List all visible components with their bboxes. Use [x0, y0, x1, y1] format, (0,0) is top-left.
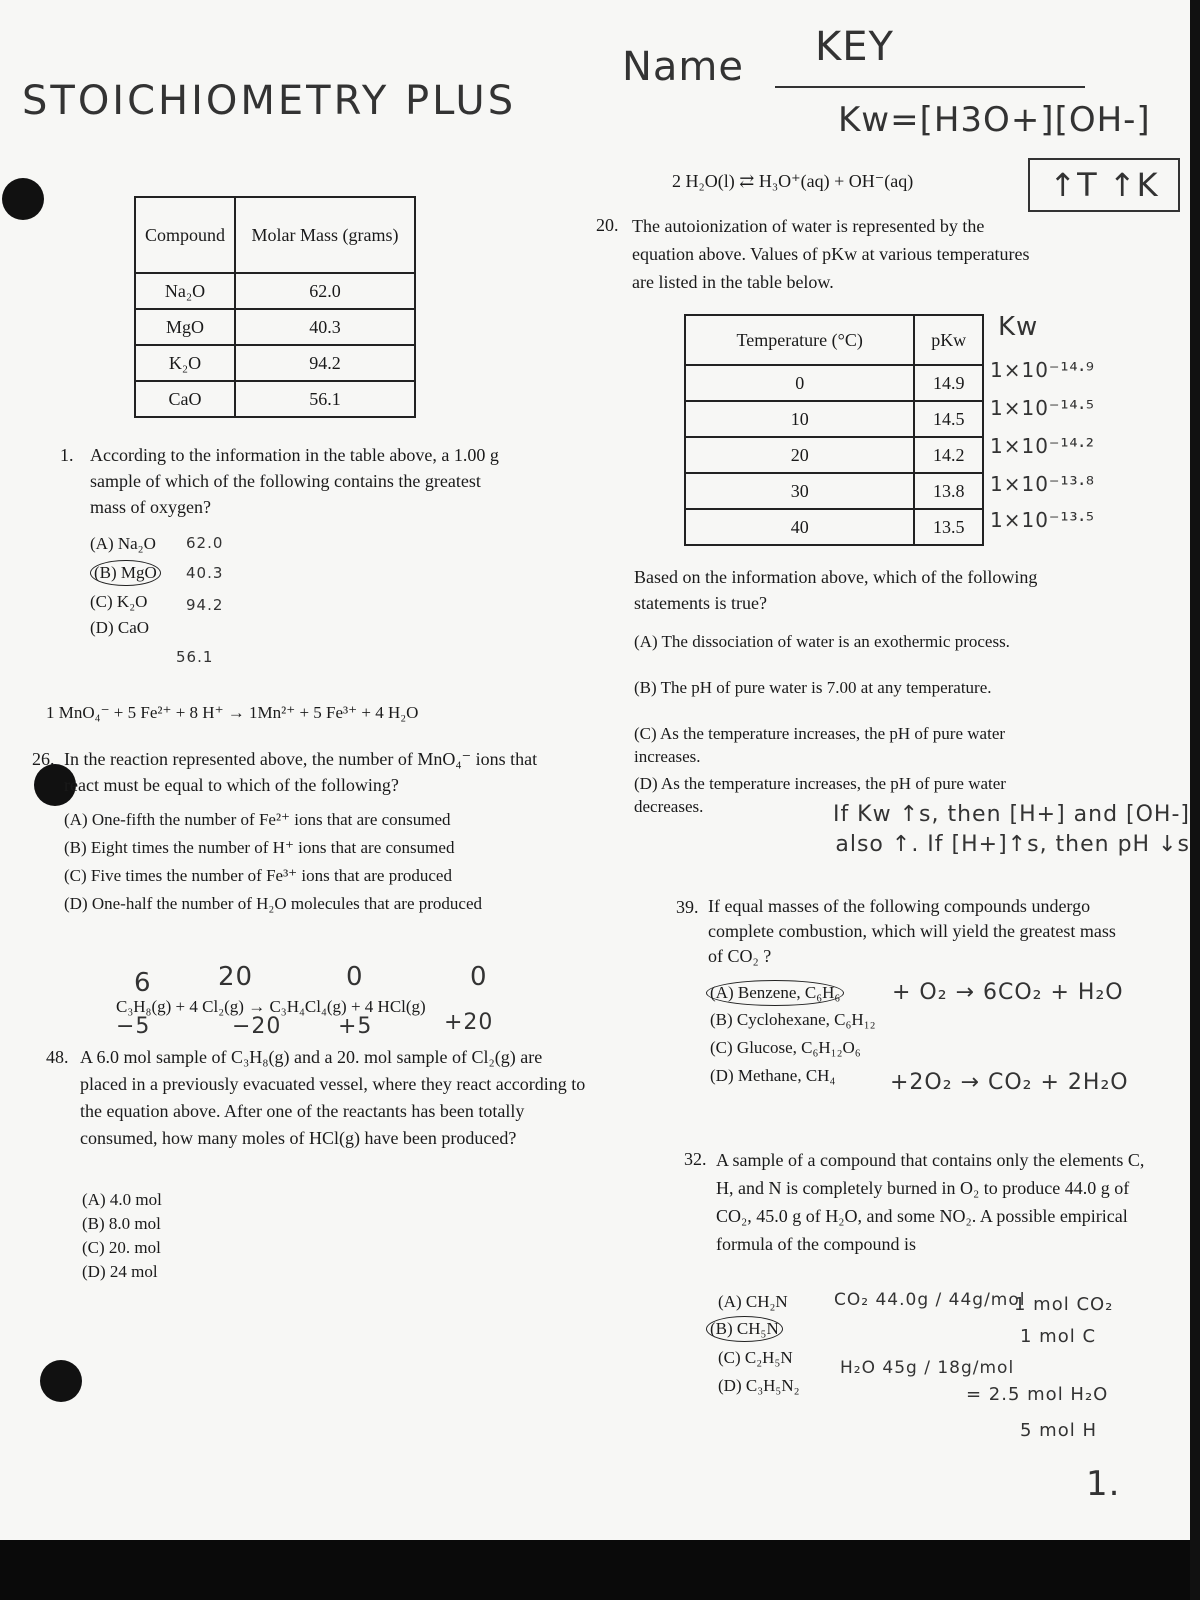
pkw-table [684, 314, 984, 546]
q20-option-selected: (D) As the temperature increases, the pH of pure water decreases. [634, 774, 1006, 816]
molar-mass-table [134, 196, 416, 418]
punch-hole [40, 1360, 82, 1402]
table-header: Compound [135, 197, 235, 273]
q32-number: 32. [684, 1149, 707, 1169]
table-cell: 40.3 [235, 309, 415, 345]
q39-number: 39. [676, 897, 699, 917]
kw-note: 1×10⁻¹⁴·² [990, 434, 1095, 458]
q20-equation: 2 H₂O(l) ⇄ H₃O⁺(aq) + OH⁻(aq) [672, 171, 914, 191]
table-cell: CaO [135, 381, 235, 417]
q20-option: (B) The pH of pure water is 7.00 at any temperature. [634, 678, 992, 697]
name-underline [775, 86, 1085, 88]
q20-prompt: Based on the information above, which of the following statements is true? [634, 567, 1038, 613]
q1-number: 1. [60, 445, 74, 465]
q39-text: If equal masses of the following compounds undergo complete combustion, which will yield the greatest mass of CO₂ ? [708, 896, 1116, 966]
table-cell: 94.2 [235, 345, 415, 381]
q32-text: A sample of a compound that contains only the elements C, H, and N is completely burned in O₂ to produce 44.0 g of CO₂, 45.0 g of H₂O, and some NO₂. A possible empirical formula of the compound is [716, 1150, 1145, 1254]
q39-option: (D) Methane, CH₄ [710, 1066, 836, 1085]
worksheet-title: STOICHIOMETRY PLUS [22, 78, 517, 124]
q1-option: (C) K₂O [90, 592, 148, 611]
q26-option-selected: (A) One-fifth the number of Fe²⁺ ions that are consumed [64, 810, 451, 829]
q32-option: (D) C₃H₅N₂ [718, 1376, 800, 1395]
table-cell: 30 [685, 473, 914, 509]
q1-note: 62.0 [186, 534, 224, 552]
q26-option: (C) Five times the number of Fe³⁺ ions that are produced [64, 866, 452, 885]
q39-note: + O₂ → 6CO₂ + H₂O [892, 980, 1124, 1005]
q1-option: (D) CaO [90, 618, 150, 637]
q26-number: 26. [32, 749, 55, 769]
q48-note: 0 [470, 962, 488, 992]
q48-note: 20 [218, 962, 254, 992]
q48-text: A 6.0 mol sample of C₃H₈(g) and a 20. mol sample of Cl₂(g) are placed in a previously evacuated vessel, where they react according to the equation above. After one of the reactants has been totally consumed, how many moles of HCl(g) have been produced? [80, 1047, 586, 1148]
table-cell: 40 [685, 509, 914, 545]
kw-label: Kw [998, 312, 1039, 342]
q48-number: 48. [46, 1047, 69, 1067]
table-cell: 14.5 [914, 401, 983, 437]
up-arrows-note: ↑T ↑K [1028, 158, 1180, 212]
table-cell: Na₂O [135, 273, 235, 309]
table-cell: 0 [685, 365, 914, 401]
q48-note: +20 [444, 1010, 494, 1035]
q48-option-selected: (C) 20. mol [82, 1238, 161, 1257]
kw-note: 1×10⁻¹⁴·⁵ [990, 396, 1095, 420]
table-cell: 14.2 [914, 437, 983, 473]
table-cell: 10 [685, 401, 914, 437]
kw-note: 1×10⁻¹³·⁸ [990, 472, 1095, 496]
kw-note: 1×10⁻¹⁴·⁹ [990, 358, 1095, 382]
q32-note: = 2.5 mol H₂O [966, 1384, 1109, 1405]
q20-number: 20. [596, 215, 619, 235]
q1-text: According to the information in the table above, a 1.00 g sample of which of the following contains the greatest mass of oxygen? [90, 445, 499, 517]
q48-equation: C₃H₈(g) + 4 Cl₂(g) → C₃H₄Cl₄(g) + 4 HCl(g) [116, 997, 426, 1016]
table-cell: 62.0 [235, 273, 415, 309]
table-cell: 56.1 [235, 381, 415, 417]
punch-hole [2, 178, 44, 220]
q20-option: (A) The dissociation of water is an exothermic process. [634, 632, 1010, 651]
q39-option: (B) Cyclohexane, C₆H₁₂ [710, 1010, 876, 1029]
q48-note: −5 [116, 1014, 151, 1039]
q32-note: 1 mol CO₂ [1014, 1294, 1114, 1315]
table-cell: 13.5 [914, 509, 983, 545]
q39-option: (C) Glucose, C₆H₁₂O₆ [710, 1038, 861, 1057]
q48-option: (B) 8.0 mol [82, 1214, 161, 1233]
q26-option: (B) Eight times the number of H⁺ ions that are consumed [64, 838, 455, 857]
q32-note: CO₂ 44.0g / 44g/mol [834, 1290, 1026, 1310]
q1-note: 56.1 [176, 648, 214, 666]
q48-option: (A) 4.0 mol [82, 1190, 162, 1209]
q32-option-selected: (B) CH₅N [706, 1316, 783, 1342]
q48-option: (D) 24 mol [82, 1262, 158, 1281]
table-header: Temperature (°C) [685, 315, 914, 365]
q32-note: 5 mol H [1020, 1420, 1097, 1441]
q20-note: If Kw ↑s, then [H+] and [OH-] also ↑. If [H+]↑s, then pH ↓s [832, 802, 1190, 857]
q26-text: In the reaction represented above, the number of MnO₄⁻ ions that react must be equal to which of the following? [64, 749, 538, 795]
kw-note: 1×10⁻¹³·⁵ [990, 508, 1095, 532]
table-cell: 13.8 [914, 473, 983, 509]
q1-option-selected: (B) MgO [90, 560, 161, 586]
q20-option: (C) As the temperature increases, the pH of pure water increases. [634, 724, 1006, 766]
kw-note: Kw=[H3O+][OH-] [838, 100, 1151, 140]
q48-note: −20 [232, 1014, 282, 1039]
q32-note: H₂O 45g / 18g/mol [840, 1358, 1015, 1378]
scan-border-right [1190, 0, 1200, 1600]
table-header: pKw [914, 315, 983, 365]
name-label: Name [622, 44, 745, 90]
table-cell: K₂O [135, 345, 235, 381]
q1-note: 40.3 [186, 564, 224, 582]
q32-option: (C) C₂H₅N [718, 1348, 793, 1367]
table-cell: 14.9 [914, 365, 983, 401]
q39-option-selected: (A) Benzene, C₆H₆ [706, 980, 844, 1006]
q32-option: (A) CH₂N [718, 1292, 788, 1311]
q1-note: 94.2 [186, 596, 224, 614]
q48-note: 6 [134, 968, 152, 998]
q32-note: 1 mol C [1020, 1326, 1097, 1347]
q20-text: The autoionization of water is represented by the equation above. Values of pKw at various temperatures are listed in the table below. [632, 216, 1030, 292]
q48-note: +5 [338, 1014, 373, 1039]
q48-note: 0 [346, 962, 364, 992]
q26-option: (D) One-half the number of H₂O molecules that are produced [64, 894, 483, 913]
table-header: Molar Mass (grams) [235, 197, 415, 273]
q1-option: (A) Na₂O [90, 534, 156, 553]
q26-equation: 1 MnO₄⁻ + 5 Fe²⁺ + 8 H⁺ → 1Mn²⁺ + 5 Fe³⁺ + 4 H₂O [46, 703, 419, 722]
q39-note: +2O₂ → CO₂ + 2H₂O [890, 1070, 1129, 1095]
name-value: KEY [815, 24, 894, 70]
q32-note: 1. [1086, 1464, 1121, 1504]
scan-border-bottom [0, 1540, 1200, 1600]
table-cell: 20 [685, 437, 914, 473]
table-cell: MgO [135, 309, 235, 345]
